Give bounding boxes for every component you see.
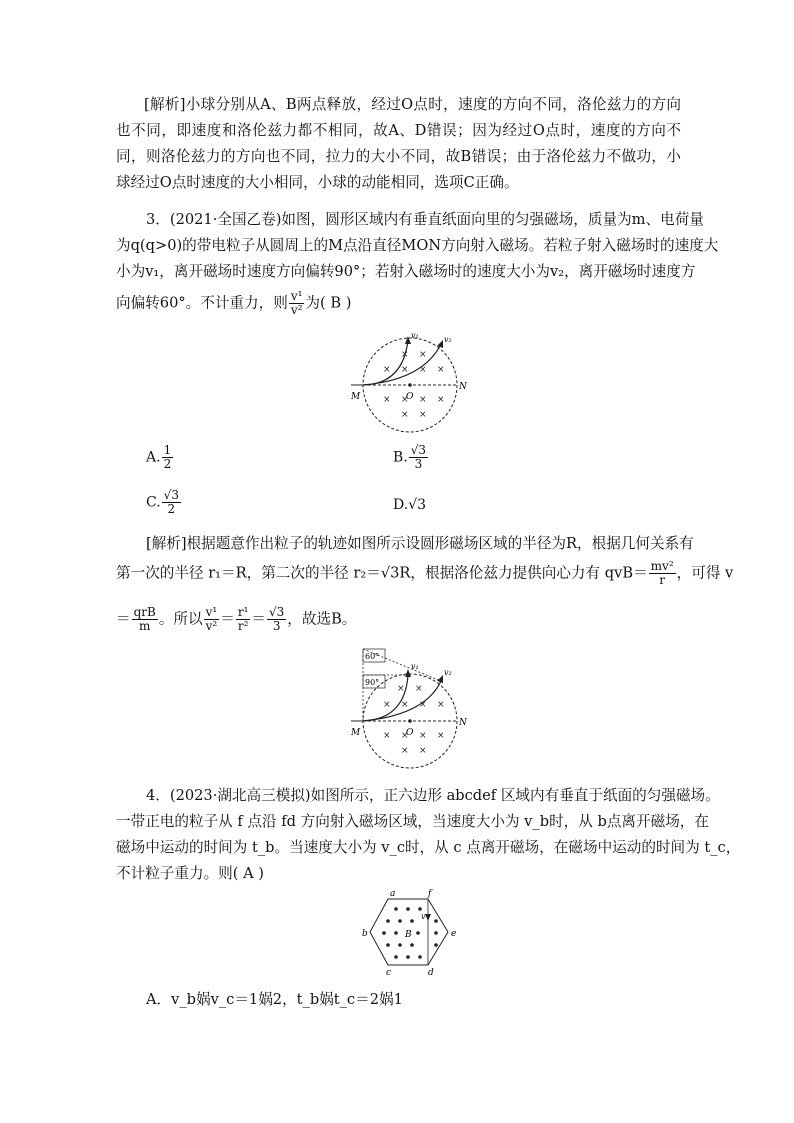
q3-a3-eq2: ＝ <box>251 610 267 628</box>
q4-line-1: 4．(2023·湖北高三模拟)如图所示，正六边形 abcdef 区域内有垂直于纸面的匀强磁场。 <box>146 787 720 804</box>
q3-option-c-den: 2 <box>167 502 176 516</box>
svg-text:×: × <box>437 700 445 710</box>
q3-option-c-fraction <box>162 489 181 516</box>
label-v2: v₂ <box>444 335 452 344</box>
q4-line-3: 磁场中运动的时间为 t_b。当速度大小为 v_c时，从 c 点离开磁场，在磁场中运动的时间为 t_c， <box>116 839 741 856</box>
q3-a3-mid1: 。所以 <box>158 610 203 628</box>
q3-a3-frac2 <box>204 606 220 633</box>
label2-m: M <box>351 728 361 738</box>
q3-figure-2 <box>345 645 475 775</box>
q3-a3-den4: 3 <box>272 619 281 633</box>
q4-line-4: 不计粒子重力。则( A ) <box>116 865 264 882</box>
field-crosses-2 <box>383 684 445 756</box>
q3-analysis-line-3 <box>116 606 356 633</box>
svg-text:×: × <box>419 731 427 741</box>
label-v1: v₁ <box>411 331 419 340</box>
q3-line-2: 为q(q>0)的带电粒子从圆周上的M点沿直径MON方向射入磁场。若粒子射入磁场时的速度大 <box>116 237 719 254</box>
center-point-o <box>408 383 412 387</box>
center-point-o-2 <box>408 719 412 723</box>
q3-a3-frac3 <box>236 606 251 633</box>
svg-text:×: × <box>419 700 427 710</box>
q3-force-fraction <box>649 560 676 587</box>
q3-option-c <box>146 489 182 516</box>
q3-analysis-line-2 <box>116 560 733 587</box>
label-d: d <box>428 968 434 977</box>
angle-90-label: 90° <box>365 678 380 687</box>
q3-line-4 <box>116 290 351 317</box>
svg-text:×: × <box>401 365 409 375</box>
label-f: f <box>428 889 432 899</box>
q3-ratio-fraction <box>289 290 305 317</box>
q3-figure-1 <box>345 322 475 442</box>
label-o: O <box>406 392 414 402</box>
q3-option-d-value: √3 <box>408 497 427 513</box>
q3-option-a <box>146 444 174 471</box>
q3-option-b-den: 3 <box>414 457 423 471</box>
svg-text:×: × <box>383 700 391 710</box>
q3-option-a-fraction <box>162 444 174 471</box>
svg-text:×: × <box>437 365 445 375</box>
q4-hexagon-figure <box>362 887 462 977</box>
label2-v1: v₁ <box>411 662 419 671</box>
q3-a3-num3: r¹ <box>237 605 249 619</box>
q3-a3-frac1 <box>132 606 158 633</box>
q3-a3-post: ，故选B。 <box>287 610 357 628</box>
label-c: c <box>386 968 392 977</box>
q3-force-den: r <box>659 573 666 587</box>
analysis-paragraph-1: [解析]小球分别从A、B两点释放，经过O点时，速度的方向不同，洛伦兹力的方向也不同，即速度和洛伦兹力都不相同，故A、D错误；因为经过O点时，速度的方向不同，则洛伦兹力的方向也不同，拉力的大小不同，故B错误；由于洛伦兹力不做功，小球经过O点时速度的大小相同，小球的动能相同，选项C正确。 <box>116 96 681 191</box>
svg-text:×: × <box>437 731 445 741</box>
svg-text:×: × <box>383 395 391 405</box>
q3-a3-num4: √3 <box>269 605 285 619</box>
q3-option-c-label: C. <box>146 494 161 511</box>
label-n: N <box>459 382 467 392</box>
velocity-arrow-icon <box>425 914 431 921</box>
q3-line-1: 3．(2021·全国乙卷)如图，圆形区域内有垂直纸面向里的匀强磁场，质量为m、电荷量 <box>146 211 704 228</box>
svg-text:×: × <box>401 410 409 420</box>
svg-text:×: × <box>419 365 427 375</box>
svg-text:×: × <box>437 395 445 405</box>
svg-text:×: × <box>401 395 409 405</box>
svg-text:×: × <box>401 350 409 360</box>
label-a: a <box>390 889 396 899</box>
q3-a3-den2: v² <box>205 619 218 633</box>
arrow2-v2-icon <box>437 675 443 683</box>
q3-a3-frac4 <box>267 606 286 633</box>
q3-option-d <box>393 497 426 513</box>
q3-a3-den3: r² <box>237 619 249 633</box>
svg-text:×: × <box>419 350 427 360</box>
label2-v2: v₂ <box>444 668 452 677</box>
q3-analysis-line-2-post: ，可得 v <box>676 564 734 582</box>
label2-n: N <box>459 718 467 728</box>
svg-text:×: × <box>401 700 409 710</box>
q3-option-a-label: A. <box>146 449 161 466</box>
svg-text:×: × <box>415 684 423 694</box>
svg-text:×: × <box>397 684 405 694</box>
q3-option-a-num: 1 <box>163 443 172 457</box>
label-e: e <box>451 929 457 939</box>
label-m: M <box>351 392 361 402</box>
q3-force-num: mv² <box>650 559 674 573</box>
svg-text:×: × <box>383 365 391 375</box>
q4-line-2: 一带正电的粒子从 f 点沿 fd 方向射入磁场区域，当速度大小为 v_b时，从 b点离开磁场，在 <box>116 813 709 830</box>
svg-text:×: × <box>401 746 409 756</box>
q3-option-a-den: 2 <box>163 457 172 471</box>
q3-analysis-line-2-pre: 第一次的半径 r₁＝R，第二次的半径 r₂＝√3R，根据洛伦兹力提供向心力有 qvB＝ <box>116 564 648 582</box>
q3-line-4-pre: 向偏转60°。不计重力，则 <box>116 294 288 312</box>
q3-ratio-den: v² <box>290 303 303 317</box>
q4-option-a: A．v_b娲v_c＝1娲2，t_b娲t_c＝2娲1 <box>146 991 403 1008</box>
q3-a3-num1: qrB <box>133 605 156 619</box>
q3-a3-eq: ＝ <box>220 610 235 628</box>
svg-text:×: × <box>401 731 409 741</box>
q3-a3-pre: ＝ <box>116 610 131 628</box>
svg-text:×: × <box>419 395 427 405</box>
label2-o: O <box>406 728 414 738</box>
angle-60-label: 60° <box>365 652 380 661</box>
q3-option-b-label: B. <box>393 449 408 466</box>
q3-option-c-num: √3 <box>163 488 179 502</box>
q3-line-3: 小为v₁，离开磁场时速度方向偏转90°；若射入磁场时的速度大小为v₂，离开磁场时速度方 <box>116 263 696 280</box>
svg-text:×: × <box>383 731 391 741</box>
q3-option-d-label: D. <box>393 497 409 513</box>
q3-line-4-post: 为( B ) <box>305 294 352 312</box>
q3-option-b <box>393 444 429 471</box>
label-b-field: B <box>405 930 412 940</box>
q3-ratio-num: v¹ <box>290 289 303 303</box>
svg-text:×: × <box>419 410 427 420</box>
q3-analysis-line-1: [解析]根据题意作出粒子的轨迹如图所示设圆形磁场区域的半径为R，根据几何关系有 <box>146 535 694 552</box>
label-b: b <box>362 929 368 939</box>
q3-option-b-num: √3 <box>410 443 427 457</box>
svg-text:×: × <box>419 746 427 756</box>
q3-a3-num2: v¹ <box>205 605 218 619</box>
label-v: v <box>421 912 426 921</box>
q3-option-b-fraction <box>409 444 428 471</box>
trajectory-v1 <box>363 340 408 385</box>
q3-a3-den1: m <box>139 619 151 633</box>
